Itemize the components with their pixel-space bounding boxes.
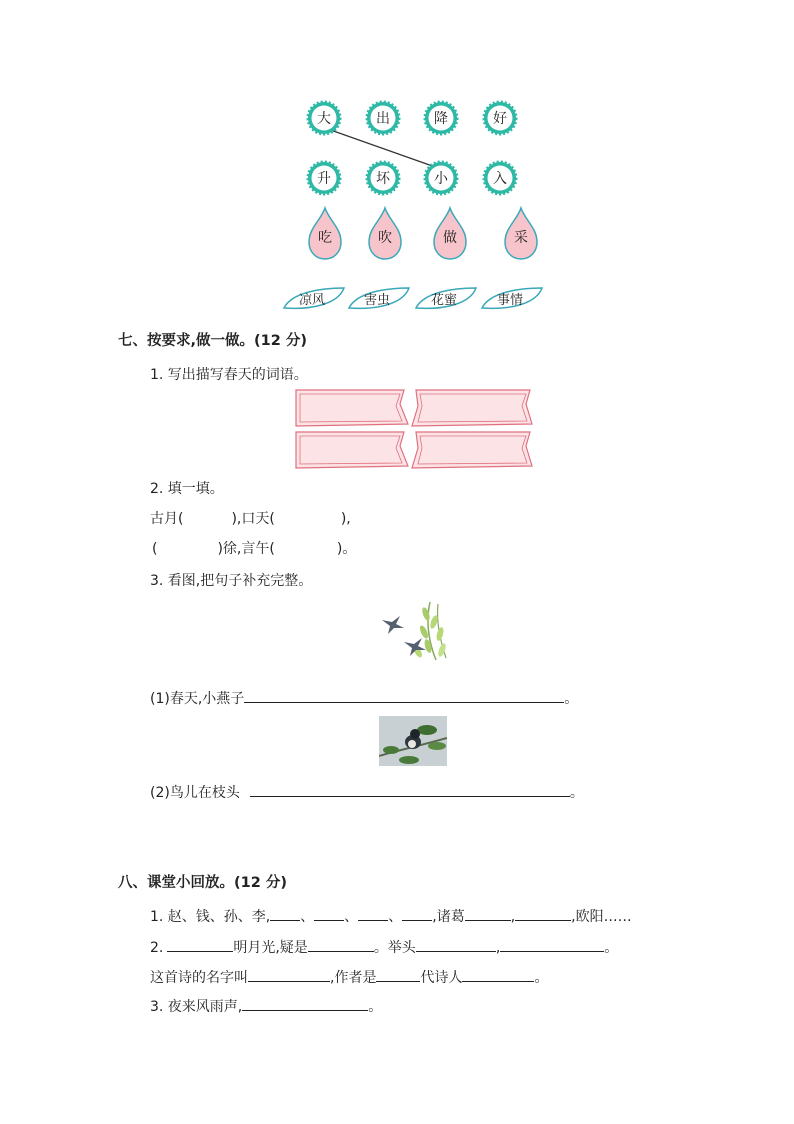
answer-line[interactable] [244, 688, 564, 703]
badge[interactable] [367, 162, 399, 194]
line-text: 代诗人 [420, 970, 463, 986]
sep: , [432, 909, 437, 925]
section-8-heading: 八、课堂小回放。(12 分) [118, 875, 287, 891]
answer-line[interactable] [250, 782, 570, 797]
line-text: 诸葛 [436, 909, 465, 925]
line-text: 。 [604, 940, 619, 956]
answer-frame[interactable] [296, 432, 408, 468]
bird-picture [379, 716, 447, 766]
sep: 、 [344, 909, 359, 925]
answer-frames [292, 386, 534, 472]
answer-frame[interactable] [412, 432, 532, 468]
badge[interactable] [308, 102, 340, 134]
badge-row-1 [308, 102, 516, 134]
badge-char: 降 [434, 111, 448, 127]
line-text: 。举头 [373, 940, 416, 956]
answer-frame[interactable] [412, 390, 532, 426]
answer-frame[interactable] [296, 390, 408, 426]
fill-text: 古月( [150, 511, 184, 527]
leaf-word: 事情 [496, 293, 524, 308]
sep: 、 [388, 909, 403, 925]
badge[interactable] [308, 162, 340, 194]
leaf-row [284, 288, 542, 308]
line-text: 明月光,疑是 [233, 940, 308, 956]
leaf[interactable] [349, 288, 409, 308]
drop[interactable] [309, 208, 341, 259]
poem-line-3 [150, 996, 382, 1016]
badge-char: 出 [376, 111, 390, 127]
blank[interactable] [308, 937, 374, 952]
sep: , [495, 940, 501, 956]
drop[interactable] [369, 208, 401, 259]
line-text: 2. [150, 940, 164, 956]
badge-char: 坏 [376, 171, 390, 187]
line-text: 3. 夜来风雨声, [150, 999, 243, 1015]
sep: , [510, 909, 516, 925]
fill-text: ), [340, 511, 351, 527]
sentence-1 [150, 688, 578, 708]
sentence-text: (2)鸟儿在枝头 [150, 785, 240, 801]
drop-char: 采 [514, 230, 528, 246]
matching-figure [270, 90, 560, 325]
drop-row [309, 208, 537, 259]
poem-info-line [150, 967, 548, 987]
blank[interactable] [462, 967, 534, 982]
badge-char: 大 [317, 111, 331, 127]
fill-text: ),口天( [231, 511, 275, 527]
question-2: 2. 填一填。 [150, 481, 224, 497]
leaf-word: 害虫 [363, 293, 391, 308]
line-text: ,作者是 [330, 970, 377, 986]
sentence-text: (1)春天,小燕子 [150, 691, 245, 707]
blank[interactable] [402, 906, 432, 921]
sentence-2 [150, 782, 584, 802]
badge[interactable] [425, 102, 457, 134]
badge-char: 升 [317, 171, 331, 187]
blank[interactable] [416, 937, 496, 952]
line-text: 。 [368, 999, 383, 1015]
line-text: 这首诗的名字叫 [150, 970, 248, 986]
blank[interactable] [242, 996, 368, 1011]
blank[interactable] [358, 906, 388, 921]
leaf[interactable] [482, 288, 542, 308]
drop-char: 吃 [318, 230, 332, 246]
badge-char: 好 [493, 111, 507, 127]
badge-char: 入 [493, 171, 507, 187]
line-text: 1. 赵、钱、孙、李, [150, 909, 271, 925]
line-text: 。 [534, 970, 549, 986]
badge[interactable] [425, 162, 457, 194]
leaf-word: 凉风 [298, 293, 326, 308]
blank[interactable] [500, 937, 604, 952]
fill-text: )徐,言午( [217, 541, 275, 557]
drop-char: 做 [443, 230, 457, 246]
blank[interactable] [167, 937, 233, 952]
sep: 、 [300, 909, 315, 925]
blank[interactable] [515, 906, 571, 921]
badge-char: 小 [434, 171, 448, 187]
leaf[interactable] [416, 288, 476, 308]
leaf[interactable] [284, 288, 344, 308]
sentence-period: 。 [569, 785, 584, 801]
drop[interactable] [434, 208, 466, 259]
drop[interactable] [505, 208, 537, 259]
line-text: 欧阳…… [575, 909, 632, 925]
fill-text: ( [152, 541, 158, 557]
surname-line [150, 906, 632, 926]
badge-row-2 [308, 162, 516, 194]
fill-text: )。 [336, 541, 357, 557]
fill-line-2 [152, 540, 356, 558]
sentence-period: 。 [564, 691, 579, 707]
badge[interactable] [484, 102, 516, 134]
blank[interactable] [465, 906, 511, 921]
badge[interactable] [484, 162, 516, 194]
blank[interactable] [376, 967, 420, 982]
blank[interactable] [270, 906, 300, 921]
poem-line [150, 937, 618, 957]
leaf-word: 花蜜 [430, 293, 458, 308]
drop-char: 吹 [378, 230, 392, 246]
blank[interactable] [248, 967, 330, 982]
section-7-heading: 七、按要求,做一做。(12 分) [118, 333, 307, 349]
question-1: 1. 写出描写春天的词语。 [150, 367, 308, 383]
sep: , [571, 909, 576, 925]
blank[interactable] [314, 906, 344, 921]
badge[interactable] [367, 102, 399, 134]
swallow-picture [378, 600, 450, 662]
question-3: 3. 看图,把句子补充完整。 [150, 573, 313, 589]
fill-line-1 [150, 510, 351, 528]
